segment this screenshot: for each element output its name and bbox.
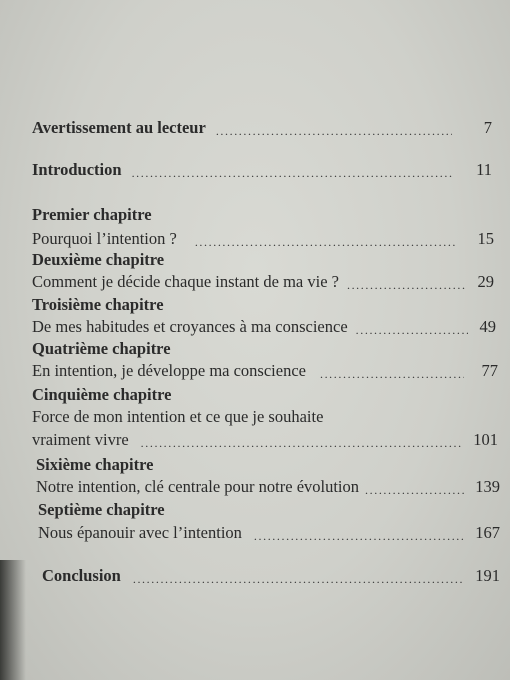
- toc-entry-chapter-5: [32, 430, 498, 450]
- toc-entry-foreword: [32, 118, 492, 138]
- toc-entry-chapter-2: [32, 272, 494, 292]
- dot-leader: [216, 124, 452, 138]
- chapter-title: Pourquoi l’intention ?: [32, 229, 177, 248]
- dot-leader: [254, 529, 463, 543]
- dot-leader: [365, 483, 467, 497]
- toc-entry-conclusion: [42, 566, 500, 586]
- chapter-title: Comment je décide chaque instant de ma vie ?: [32, 272, 339, 291]
- toc-page-number: 191: [475, 566, 500, 585]
- toc-page-number: 7: [483, 118, 492, 137]
- toc-entry-chapter-4: [32, 361, 498, 381]
- toc-entry-chapter-1: [32, 229, 494, 249]
- chapter-heading: Cinquième chapitre: [32, 385, 172, 404]
- dot-leader: [132, 166, 452, 180]
- chapter-title: En intention, je développe ma conscience: [32, 361, 306, 380]
- toc-entry-label: Conclusion: [42, 566, 121, 585]
- dot-leader: [141, 436, 464, 450]
- chapter-title: Nous épanouir avec l’intention: [38, 523, 242, 542]
- dot-leader: [356, 323, 468, 337]
- toc-page-number: 11: [476, 160, 492, 179]
- chapter-heading: Deuxième chapitre: [32, 250, 165, 269]
- chapter-heading: Septième chapitre: [38, 500, 165, 519]
- dot-leader: [195, 235, 456, 249]
- toc-page-number: 49: [479, 317, 496, 336]
- toc-entry-chapter-6: [36, 477, 500, 497]
- toc-page-number: 101: [473, 430, 498, 449]
- dot-leader: [320, 367, 464, 381]
- chapter-heading: Troisième chapitre: [32, 295, 164, 314]
- dot-leader: [347, 278, 466, 292]
- toc-page-number: 139: [475, 477, 500, 496]
- toc-entry-chapter-3: [32, 317, 496, 337]
- toc-entry-introduction: [32, 160, 492, 180]
- chapter-heading: Quatrième chapitre: [32, 339, 171, 358]
- toc-page-number: 15: [477, 229, 494, 248]
- chapter-title: Force de mon intention et ce que je souhaite: [32, 407, 324, 426]
- chapter-title-continued: vraiment vivre: [32, 430, 129, 449]
- toc-page-number: 77: [481, 361, 498, 380]
- chapter-title: De mes habitudes et croyances à ma conscience: [32, 317, 348, 336]
- dot-leader: [133, 572, 463, 586]
- toc-page-number: 167: [475, 523, 500, 542]
- toc-entry-label: Avertissement au lecteur: [32, 118, 206, 137]
- toc-entry-chapter-7: [38, 523, 500, 543]
- chapter-heading: Sixième chapitre: [36, 455, 154, 474]
- toc-entry-label: Introduction: [32, 160, 122, 179]
- chapter-heading: Premier chapitre: [32, 205, 152, 224]
- toc-page-number: 29: [477, 272, 494, 291]
- chapter-title: Notre intention, clé centrale pour notre évolution: [36, 477, 360, 496]
